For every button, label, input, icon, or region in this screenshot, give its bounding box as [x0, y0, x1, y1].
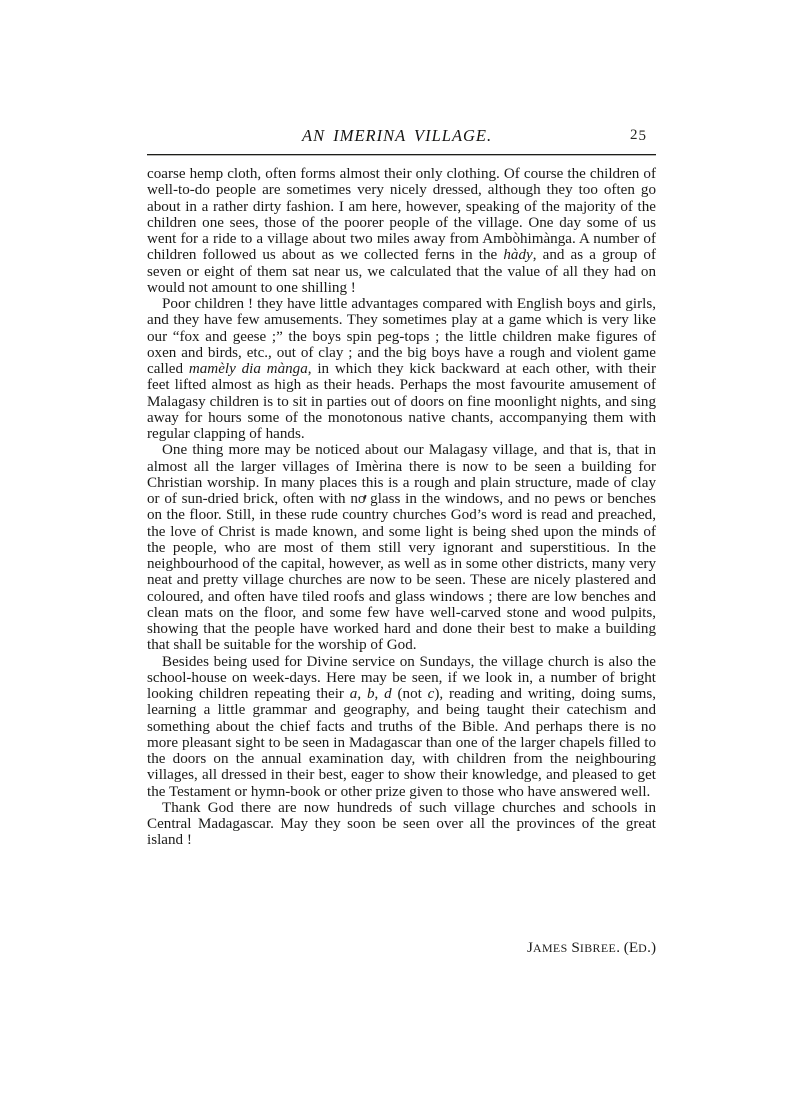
- italic-term: a: [349, 686, 358, 702]
- signature-ed-initial: E: [628, 939, 639, 956]
- italic-term: d: [384, 686, 392, 702]
- body-text-block: [147, 166, 656, 849]
- signature-sibree-rest: IBREE: [579, 941, 617, 955]
- author-signature: [147, 939, 656, 957]
- page-number-rest-digits: 5: [638, 128, 647, 144]
- page-number: [630, 128, 647, 145]
- running-head-title: AN IMERINA VILLAGE.: [302, 126, 493, 145]
- italic-term: hàdy: [503, 247, 533, 264]
- signature-james-initial: J: [527, 939, 533, 956]
- signature-closing: .): [647, 939, 656, 956]
- paragraph-games: Poor children ! they have little advantages compared with English boys and girls, and they have few amusements. They sometimes play at a game which is very like our “fox and geese ;” the boys spin peg-tops ; the little children make figures of oxen and birds, etc., out of clay ; and the big boys have a rough and violent game called mamèly dia mànga, in which they kick backward at each other, with their feet lifted almost as high as their heads. Perhaps the most favourite amusement of Malagasy children is to sit in parties out of doors on fine moonlight nights, and sing away for hours some of the monotonous native chants, accompanying them with regular clapping of hands.: [147, 296, 656, 442]
- signature-ed-rest: D: [638, 941, 648, 955]
- signature-sibree-initial: S: [571, 939, 580, 956]
- paragraph-closing: Thank God there are now hundreds of such village churches and schools in Central Madagascar. May they soon be seen over all the provinces of the great island !: [147, 799, 656, 849]
- signature-james-rest: AMES: [532, 941, 568, 955]
- italic-term: mamèly dia mànga: [188, 361, 308, 377]
- italic-term: b: [366, 686, 375, 702]
- signature-punct: . (: [616, 939, 629, 956]
- page-number-first-digit: 2: [630, 126, 639, 143]
- running-head: [147, 126, 655, 150]
- italic-term: c: [427, 686, 435, 702]
- paragraph-churches: One thing more may be noticed about our Malagasy village, and that is, that in almost all the larger villages of Imèrina there is now to be seen a building for Christian worship. In many places this is a rough and plain structure, made of clay or of sun-dried brick, often with no glass in the windows, and no pews or benches on the floor. Still, in these rude country churches God’s word is read and preached, the love of Christ is made known, and some light is being shed upon the minds of the people, who are most of them still very ignorant and superstitious. In the neighbourhood of the capital, however, as well as in some other districts, many very neat and pretty village churches are now to be seen. These are nicely plastered and coloured, and often have tiled roofs and glass windows ; there are low benches and clean mats on the floor, and some few have well-carved stone and wood pulpits, showing that the people have worked hard and done their best to make a building that shall be suitable for the worship of God.: [147, 442, 656, 654]
- header-rule: [147, 154, 656, 155]
- paragraph-clothing: coarse hemp cloth, often forms almost their only clothing. Of course the children of well-to-do people are sometimes very nicely dressed, although they too often go about in a rather dirty fashion. I am here, however, speaking of the majority of the children one sees, those of the poorer people of the village. One day some of us went for a ride to a village about two miles away from Ambòhimànga. A number of children followed us about as we collected ferns in the hàdy, and as a group of seven or eight of them sat near us, we calculated that the value of all they had on would not amount to one shilling !: [147, 166, 656, 296]
- paragraph-school: Besides being used for Divine service on Sundays, the village church is also the school-house on week-days. Here may be seen, if we look in, a number of bright looking children repeating their a, b, d (not c), reading and writing, doing sums, learning a little grammar and geography, and being taught their catechism and something about the chief facts and truths of the Bible. And perhaps there is no more pleasant sight to be seen in Madagascar than one of the larger chapels filled to the doors on the annual examination day, with children from the neighbouring villages, all dressed in their best, eager to show their knowledge, and pleased to get the Testament or hymn-book or other prize given to those who have answered well.: [147, 653, 656, 800]
